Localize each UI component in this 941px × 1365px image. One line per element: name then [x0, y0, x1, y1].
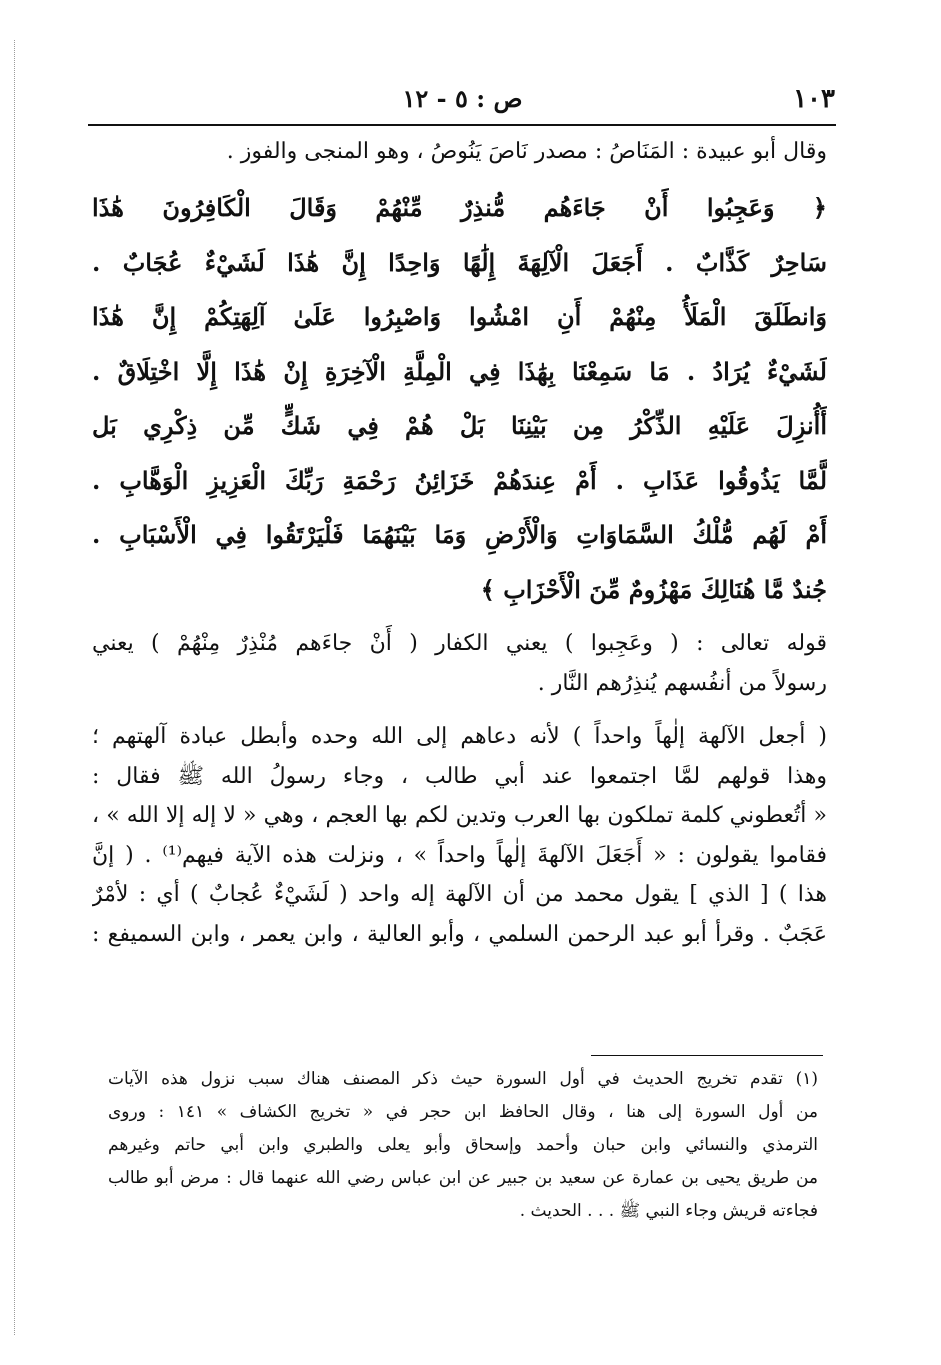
footnote-line: الترمذي والنسائي وابن حبان وأحمد وإسحاق وأبو يعلى والطبري وابن أبي حاتم وغيرهم — [108, 1135, 818, 1155]
footnote-line: من أول السورة إلى هنا ، وقال الحافظ ابن حجر في « تخريج الكشاف » ١٤١ : وروى — [108, 1102, 818, 1122]
text-line: وقال أبو عبيدة : المَنَاصُ : مصدر نَاصَ يَنُوصُ ، وهو المنجى والفوز . — [226, 139, 827, 164]
text-line: فقاموا يقولون : « أَجَعَلَ الآلهةَ إلٰهاً واحداً » ، ونزلت هذه الآية فيهم⁽¹⁾ . ( إنَّ — [92, 842, 827, 868]
quran-line: أَمْ لَهُم مُّلْكُ السَّمَاوَاتِ وَالْأَرْضِ وَمَا بَيْنَهُمَا فَلْيَرْتَقُوا فِي الْأَسْبَابِ . — [92, 520, 827, 549]
intro-paragraph — [92, 136, 827, 176]
text-line: قوله تعالى : ( وعَجِبوا ) يعني الكفار ( أَنْ جاءَهم مُنْذِرٌ مِنْهُمْ ) يعني — [92, 631, 827, 656]
quran-line: سَاحِرٌ كَذَّابٌ . أَجَعَلَ الْآلِهَةَ إِلَٰهًا وَاحِدًا إِنَّ هَٰذَا لَشَيْءٌ عُجَابٌ . — [92, 247, 827, 277]
quran-passage — [92, 182, 827, 618]
footnote-line: (١) تقدم تخريج الحديث في أول السورة حيث ذكر المصنف هناك سبب نزول هذه الآيات — [108, 1069, 818, 1089]
binding-edge — [14, 40, 15, 1335]
header-rule — [88, 124, 836, 126]
text-line: عَجَبٌ . وقرأ أبو عبد الرحمن السلمي ، وأبو العالية ، وابن يعمر ، وابن السميفع : — [92, 921, 827, 947]
commentary-paragraph — [92, 717, 827, 954]
text-line: « أتُعطوني كلمة تملكون بها العرب وتدين لكم بها العجم ، وهي « لا إله إلا الله » ، — [92, 803, 827, 828]
quran-line: جُندٌ مَّا هُنَالِكَ مَهْزُومٌ مِّنَ الْأَحْزَابِ ﴾ — [480, 574, 827, 604]
text-line: رسولاً من أنفُسهم يُنذِرُهم النَّار . — [537, 670, 827, 696]
footnote-line: من طريق يحيى بن عمارة عن سعيد بن جبير عن ابن عباس رضي الله عنهما قال : مرض أبو طالب — [108, 1168, 818, 1188]
text-line: ( أجعل الآلهة إلٰهاً واحداً ) لأنه دعاهم إلى الله وحده وأبطل عبادة آلهتهم ؛ — [92, 724, 827, 749]
quran-line: لَّمَّا يَذُوقُوا عَذَابِ . أَمْ عِندَهُمْ خَزَائِنُ رَحْمَةِ رَبِّكَ الْعَزِيزِ الْوَهَّابِ . — [92, 465, 827, 495]
quran-line: ﴿ وَعَجِبُوا أَنْ جَاءَهُم مُّنذِرٌ مِّنْهُمْ وَقَالَ الْكَافِرُونَ هَٰذَا — [92, 193, 827, 222]
text-line: هذا ) [ الذي ] يقول محمد من أن الآلهة إله واحد ( لَشَيْءٌ عُجابٌ ) أي : لأمْرٌ — [92, 882, 827, 907]
quran-line: لَشَيْءٌ يُرَادُ . مَا سَمِعْنَا بِهَٰذَا فِي الْمِلَّةِ الْآخِرَةِ إِنْ هَٰذَا إِلَّا اخْتِلَاقٌ . — [92, 356, 827, 386]
footnotes — [108, 1063, 818, 1228]
verse-reference: ص : ٥ - ١٢ — [402, 84, 523, 113]
commentary-paragraph — [92, 624, 827, 703]
quran-line: وَانطَلَقَ الْمَلَأُ مِنْهُمْ أَنِ امْشُوا وَاصْبِرُوا عَلَىٰ آلِهَتِكُمْ إِنَّ هَٰذَا — [92, 302, 827, 331]
footnote-line: فجاءته قريش وجاء النبي ﷺ . . . الحديث . — [519, 1201, 818, 1221]
main-text — [92, 136, 827, 954]
quran-line: أَأُنزِلَ عَلَيْهِ الذِّكْرُ مِن بَيْنِنَا بَلْ هُمْ فِي شَكٍّ مِّن ذِكْرِي بَل — [92, 411, 827, 440]
page-number: ١٠٣ — [793, 84, 835, 114]
footnote-rule — [591, 1055, 823, 1056]
text-line: وهذا قولهم لمَّا اجتمعوا عند أبي طالب ، وجاء رسولُ الله ﷺ فقال : — [92, 763, 827, 789]
page-header — [90, 80, 835, 116]
